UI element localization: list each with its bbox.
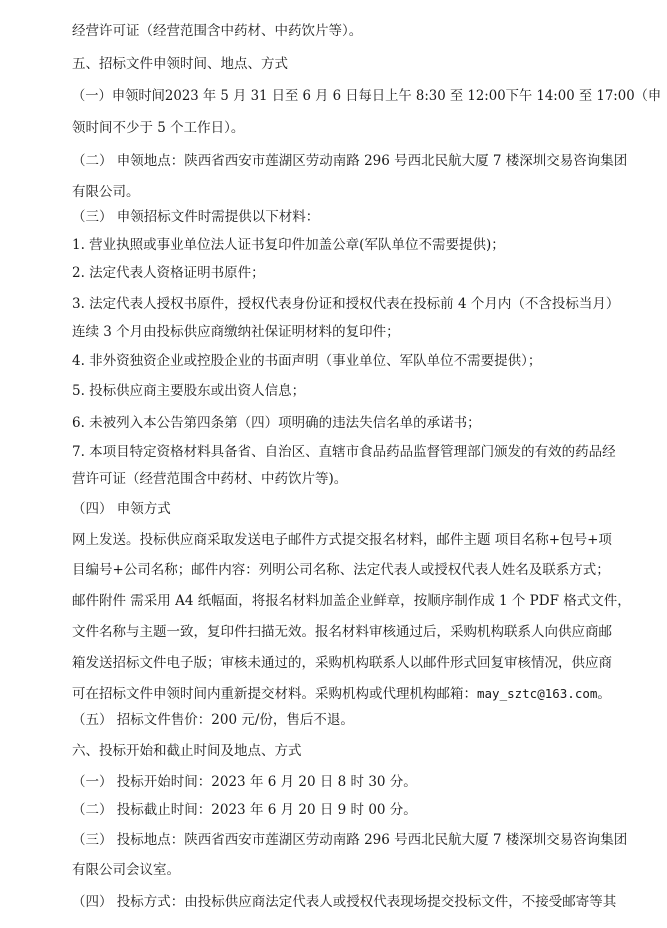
- text-line: （四） 投标方式：由投标供应商法定代表人或授权代表现场提交投标文件，不接受邮寄等其: [72, 894, 617, 910]
- list-item: 5. 投标供应商主要股东或出资人信息；: [72, 383, 306, 399]
- text-span: 。: [597, 686, 611, 702]
- list-item: 6. 未被列入本公告第四条第（四）项明确的违法失信名单的承诺书；: [72, 415, 481, 431]
- list-item: 2. 法定代表人资格证明书原件；: [72, 265, 265, 281]
- email-address[interactable]: may_sztc@163.com: [477, 686, 598, 701]
- text-line: 领时间不少于 5 个工作日）。: [72, 120, 245, 136]
- list-item: 1. 营业执照或事业单位法人证书复印件加盖公章(军队单位不需要提供)；: [72, 237, 505, 253]
- section-heading: 五、招标文件申领时间、地点、方式: [72, 56, 288, 72]
- text-line: 目编号+公司名称；邮件内容：列明公司名称、法定代表人或授权代表人姓名及联系方式；: [72, 562, 610, 578]
- text-line: 文件名称与主题一致，复印件扫描无效。报名材料审核通过后，采购机构联系人向供应商邮: [72, 624, 612, 640]
- list-item: 3. 法定代表人授权书原件，授权代表身份证和授权代表在投标前 4 个月内（不含投标当月）: [72, 296, 620, 312]
- text-line: （一）申领时间2023 年 5 月 31 日至 6 月 6 日每日上午 8:30 至 12:00下午 14:00 至 17:00（申: [72, 88, 662, 104]
- text-line: （三） 投标地点：陕西省西安市莲湖区劳动南路 296 号西北民航大厦 7 楼深圳交易咨询集团: [72, 832, 628, 848]
- text-line: （二） 投标截止时间：2023 年 6 月 20 日 9 时 00 分。: [72, 802, 417, 818]
- text-line: （三） 申领招标文件时需提供以下材料：: [72, 209, 320, 225]
- list-item: 4. 非外资独资企业或控股企业的书面声明（事业单位、军队单位不需要提供）；: [72, 353, 542, 369]
- text-line: （四） 申领方式: [72, 501, 171, 517]
- text-line: （五） 招标文件售价：200 元/份，售后不退。: [72, 712, 354, 728]
- text-span: 可在招标文件申领时间内重新提交材料。采购机构或代理机构邮箱：: [72, 686, 477, 702]
- text-line: 有限公司。: [72, 184, 140, 200]
- list-item: 7. 本项目特定资格材料具备省、自治区、直辖市食品药品监督管理部门颁发的有效的药品经: [72, 444, 616, 460]
- text-line: 箱发送招标文件电子版；审核未通过的，采购机构联系人以邮件形式回复审核情况，供应商: [72, 655, 612, 671]
- text-line: 邮件附件 需采用 A4 纸幅面，将报名材料加盖企业鲜章，按顺序制作成 1 个 PDF 格式文件，: [72, 593, 631, 609]
- text-line: （一） 投标开始时间：2023 年 6 月 20 日 8 时 30 分。: [72, 774, 417, 790]
- text-line: 有限公司会议室。: [72, 862, 180, 878]
- text-line: 经营许可证（经营范围含中药材、中药饮片等）。: [72, 23, 363, 39]
- text-line: [72, 685, 611, 703]
- list-item: 连续 3 个月由投标供应商缴纳社保证明材料的复印件；: [72, 324, 400, 340]
- text-line: （二） 申领地点：陕西省西安市莲湖区劳动南路 296 号西北民航大厦 7 楼深圳交易咨询集团: [72, 153, 628, 169]
- text-line: 网上发送。投标供应商采取发送电子邮件方式提交报名材料，邮件主题 项目名称+包号+项: [72, 532, 612, 548]
- list-item: 营许可证（经营范围含中药材、中药饮片等)。: [72, 471, 348, 487]
- section-heading: 六、投标开始和截止时间及地点、方式: [72, 743, 302, 759]
